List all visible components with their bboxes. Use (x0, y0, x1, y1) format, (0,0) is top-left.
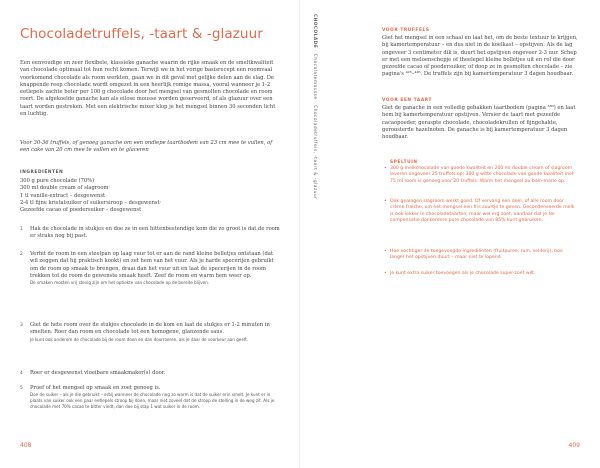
step-text: Roer er desgewenst vloeibare smaakmaker(s) door. (30, 370, 166, 376)
running-head (310, 14, 318, 200)
running-head-separator: · (312, 50, 317, 53)
ingredients-heading: INGREDIËNTEN (20, 170, 64, 175)
ingredient-item: 2-4 tl fijne kristalsuiker of suikersiroop – desgewenst$^{^3}$ (20, 199, 162, 206)
tip-item: • Hoe vochtiger de toegevoegde ingrediënten (fruitpuree, rum, selderij), hoe langer het opstijven duurt – maar niet te lopend. (384, 249, 563, 261)
ingredients-list (20, 178, 250, 214)
yield-note: Voor 30-36 truffels, of genoeg ganache om een ondiepe taartbodem van 23 cm mee te vullen, of een cake van 20 cm mee te vullen en te glaceren (20, 140, 273, 154)
running-head-chapter: CHOCOLADE (312, 14, 317, 49)
ingredient-item: 300 ml double cream of slagroom$^{^2}$ (20, 185, 110, 192)
running-head-separator: · (312, 101, 317, 104)
step-3 (20, 322, 282, 343)
step-1 (20, 226, 282, 241)
intro-paragraph: Een eenvoudige en zeer flexibele, klassieke ganache waarin de rijke smaak en de smeltkwaliteit van chocolade optimaal tot hun recht komen. Terwijl we in het vorige basisrecept een roomvaal voorkomend chocolade als room werkten, gaan we in dit geval met gelijke delen aan de slag. De knappende reep chocolade wordt omgezet in een heerlijk romige massa, vooral wanneer je 1-2 eetlepels zachte boter per 100 g chocolade door het mengsel van gesmolten chocolade en room roert. De afgekoelde ganache kan als eilose mousse worden geserveerd, of als glazuur over een taart worden gestreken. Met een elektrische mixer klop je het mengsel binnen 30 seconden licht en luchtig. (20, 60, 276, 118)
running-head-recipe: Chocoladetruffels, -taart & -glazuur (312, 105, 317, 200)
ingredient-item: 1 tl vanille-extract – desgewenst (20, 192, 106, 199)
recipe-title: Chocoladetruffels, -taart & -glazuur (20, 26, 263, 42)
page-number-left: 408 (20, 442, 32, 449)
tip-item: • Je kunt extra suiker toevoegen als je chocolade super-zoet wilt. (384, 271, 536, 276)
section-heading-truffels: VOOR TRUFFELS (382, 28, 430, 33)
step-number: 5 (20, 386, 23, 391)
step-number: 2 (20, 252, 23, 257)
step-number: 3 (20, 323, 23, 328)
step-text: Hak de chocolade in stukjes en doe ze in een hittenbestendige kom die zo groot is dat de room er straks nog bij past. (30, 226, 280, 240)
section-text-taart: Giet de ganache in een volledig gebakken taartbodem (pagina ³⁸⁰) en laat hem bij kamertemperatuur opstijven. Versier de taart met gezeefde cacaopoeder, geraspte chocolade, chocoladekrullen of fijngehakte, geroosterde hazelnoten. De ganache is bij kamertemperatuur 3 dagen houdbaar. (382, 105, 576, 141)
ingredient-item: 300 g pure chocolade $(70\%)^{^1}$ (20, 178, 96, 184)
step-text: Proef of het mengsel op smaak en zoet genoeg is. (30, 385, 161, 391)
step-number: 4 (20, 371, 23, 376)
running-head-section: Chocolatemousse (312, 53, 317, 100)
section-heading-taart: VOOR EEN TAART (382, 98, 433, 103)
step-text: Giet de hete room over de stukjes chocolade in de kom en laat de stukjes er 1-2 minuten in smelten. Roer dan room en chocolade tot een homogene, glanzende saus. (30, 322, 270, 336)
step-note: Je kunt ook anderom de chocolade bij de room doen en dan doorroeren, als je daar de voorkeur aan geeft. (30, 336, 249, 342)
right-page (300, 0, 600, 468)
step-note: De smaken mosten vrij stevig zijn om het optiekte van chocolade op de bereite blijven. (30, 280, 210, 286)
page-number-right: 409 (568, 442, 580, 449)
ingredient-item: Gezeefde cacao of poedersuiker – desgewenst (20, 207, 142, 214)
step-2 (20, 251, 282, 286)
section-text-truffels: Giet het mengsel in een schaal en laat het, om de beste textuur te krijgen, bij kamertemperatuur – en dus niet in de koelkast – opstijven. Als de lag ongeveer 3 centimeter dik is, duurt het opstijven ongeveer 2-3 uur. Schep er met een meloenschepje of theelepel kleine bolletjes uit en rol die door gezeefde cacao of poedersuiker, of doop ze in gesmolten chocolade – zie pagina's ⁴²⁵–⁴²⁶. De truffels zijn bij kamertemperatuur 3 dagen houdbaar. (382, 35, 578, 78)
tip-item: • Ook gealagen slagroom werkt goed. Of vervang een deel, of alle room door crème fraîche, om het mengsel een fris zuurtje te geven. Gecondenseerde melk is ook lekker in chocoladetaarten, maar wel erg zoet, vandaar dat je ter compensatie donkerdere pure chocolade van 85% kunt gebruiken. (384, 199, 575, 224)
step-note: Doe de suiker – als je die gebruikt – erbij wanneer de chocolade nog zo warm is dat de suiker erin smelt. Je kunt er in plaats van suiker ook een paar eetlepels stroop bij doen, maar niet zoveel dat de stroop de stelling in de weg zit. Als je chocolade met 70% cacao te bitter vindt, dan doe bij stap 1 wat suiker in de room. (30, 392, 275, 410)
step-5 (20, 385, 282, 410)
step-text: Verhit de room in een steelpan op laag vuur tot er aan de rand kleine belletjes ontstaan (dat wil zeggen dat hij praktisch kookt) en zet hem van het vuur. Als je harde specerijen gebruikt om de room op smaak te brengen, draai dan het vuur uit en laat de specerijen in de room trekken tot de room de gewenste smaak heeft. Zeef de room en warm hem weer op. (30, 251, 274, 279)
step-4 (20, 370, 282, 377)
tips-heading: SPELTUIN (390, 160, 418, 165)
tip-item: • 300 g melkchocolade van goede kwaliteit en 200 ml double cream of slagroom leveren ongeveer 25 truffels op; 300 g witte chocolade van goede kwaliteit met 75 ml room is genoeg voor 20 truffels. Warm het mengsel au bain-marie op. (384, 166, 574, 184)
step-number: 1 (20, 227, 23, 232)
